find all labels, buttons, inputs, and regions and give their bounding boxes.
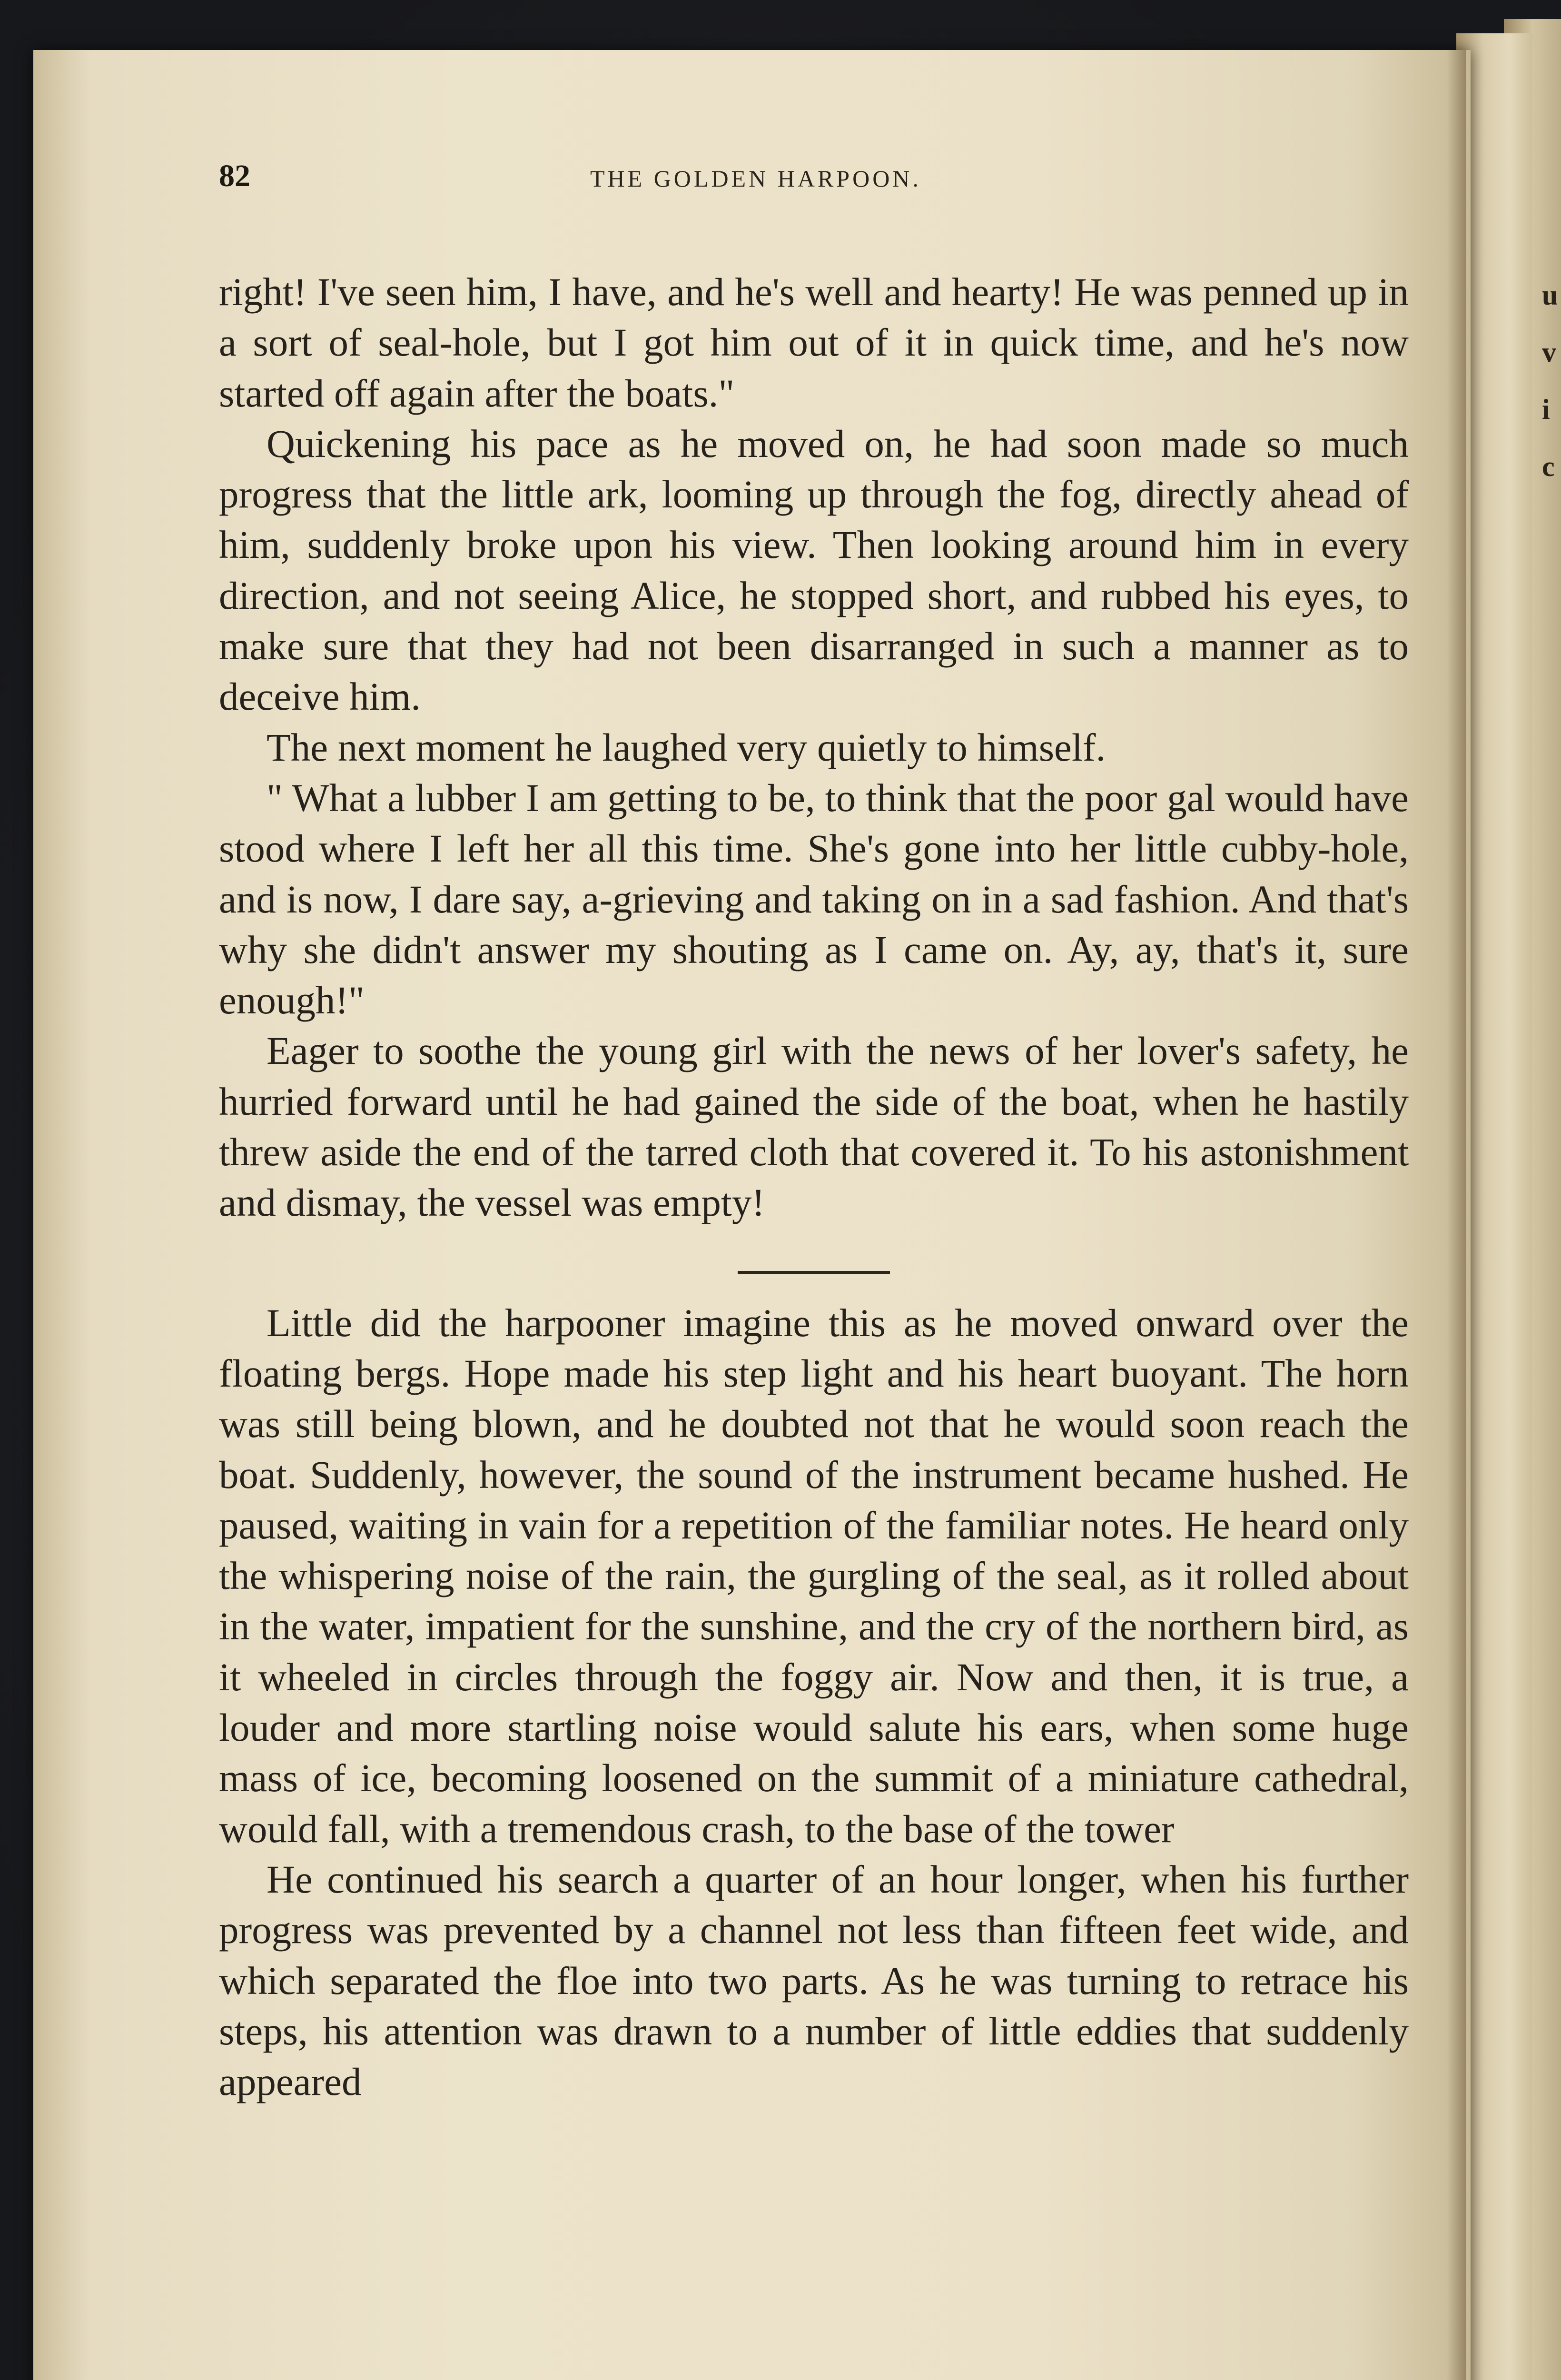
paragraph: Quickening his pace as he moved on, he had soon made so much progress that the little ark, looming up through the fog, directly ahead of him, suddenly broke upon his view. Then looking around him in every direction, and not seeing Alice, he stopped short, and rubbed his eyes, to make sure that they had not been disarranged in such a manner as to deceive him. bbox=[219, 421, 1409, 719]
paragraph: right! I've seen him, I have, and he's well and hearty! He was penned up in a sort of seal-hole, but I got him out of it in quick time, and he's now started off again after the boats." bbox=[219, 270, 1409, 415]
page-content bbox=[219, 157, 1409, 2107]
paragraph: Little did the harpooner imagine this as he moved onward over the floating bergs. Hope made his step light and his heart buoyant. The horn was still being blown, and he doubted not that he would soon reach the boat. Suddenly, however, the sound of the instrument became hushed. He paused, waiting in vain for a repetition of the familiar notes. He heard only the whispering noise of the rain, the gurgling of the seal, as it rolled about in the water, impatient for the sunshine, and the cry of the northern bird, as it wheeled in circles through the foggy air. Now and then, it is true, a louder and more startling noise would salute his ears, when some huge mass of ice, becoming loosened on the summit of a miniature cathedral, would fall, with a tremendous crash, to the base of the tower bbox=[219, 1300, 1409, 1851]
page-header bbox=[219, 157, 1409, 214]
page-gutter-shadow bbox=[1447, 50, 1466, 2380]
next-page-fragment: u bbox=[1542, 279, 1558, 311]
body-text bbox=[219, 267, 1409, 2107]
next-page-fragment: i bbox=[1542, 394, 1550, 425]
next-page-fragments bbox=[1542, 267, 1556, 495]
paragraph: The next moment he laughed very quietly to himself. bbox=[267, 725, 1106, 769]
next-page-fragment: v bbox=[1542, 337, 1556, 368]
paragraph: Eager to soothe the young girl with the news of her lover's safety, he hurried forward until he had gained the side of the boat, when he hastily threw aside the end of the tarred cloth that covered it. To his astonishment and dismay, the vessel was empty! bbox=[219, 1029, 1409, 1225]
paragraph: " What a lubber I am getting to be, to think that the poor gal would have stood where I left her all this time. She's gone into her little cubby-hole, and is now, I dare say, a-grieving and taking on in a sad fashion. And that's why she didn't answer my shouting as I came on. Ay, ay, that's it, sure enough!" bbox=[219, 775, 1409, 1022]
next-page-fragment: c bbox=[1542, 451, 1555, 482]
section-divider bbox=[738, 1271, 890, 1274]
running-title: THE GOLDEN HARPOON. bbox=[590, 165, 921, 192]
page-number: 82 bbox=[219, 159, 250, 193]
paragraph: He continued his search a quarter of an hour longer, when his further progress was prevented by a channel not less than fifteen feet wide, and which separated the floe into two parts. As he was turning to retrace his steps, his attention was drawn to a number of little eddies that suddenly appeared bbox=[219, 1857, 1409, 2104]
